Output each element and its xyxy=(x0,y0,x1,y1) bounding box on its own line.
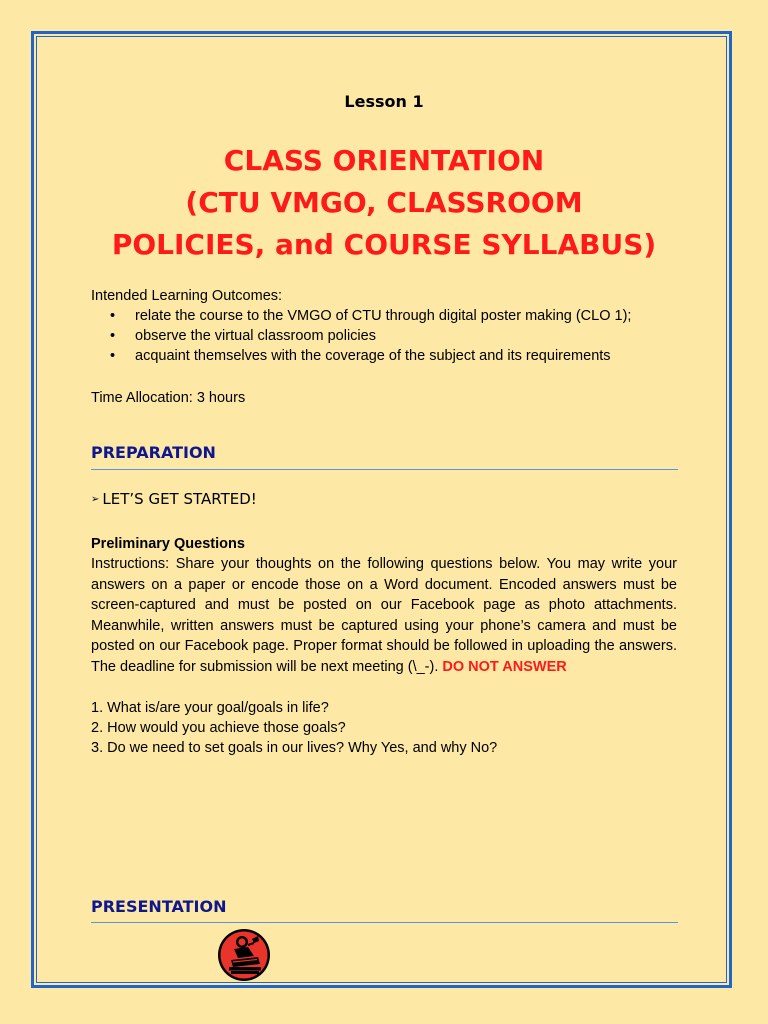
list-item: • relate the course to the VMGO of CTU through digital poster making (CLO 1); xyxy=(91,306,631,326)
presentation-divider xyxy=(91,922,678,923)
lesson-label: Lesson 1 xyxy=(344,92,424,111)
time-allocation: Time Allocation: 3 hours xyxy=(91,390,246,406)
question-3: 3. Do we need to set goals in our lives? Why Yes, and why No? xyxy=(91,740,498,756)
title-line-2: (CTU VMGO, CLASSROOM xyxy=(185,186,583,219)
title-line-1: CLASS ORIENTATION xyxy=(223,144,545,177)
preparation-heading: PREPARATION xyxy=(91,443,216,462)
lets-get-started-text: LET’S GET STARTED! xyxy=(102,490,257,508)
question-2: 2. How would you achieve those goals? xyxy=(91,720,346,736)
list-item: • acquaint themselves with the coverage of the subject and its requirements xyxy=(91,346,631,366)
presentation-heading: PRESENTATION xyxy=(91,897,227,916)
instructions-text: Instructions: Share your thoughts on the following questions below. You may write your answers on a paper or encode those on a Word document. Encoded answers must be screen-captured and must be posted on our Facebook page as photo attachments. Meanwhile, written answers must be captured using your phone’s camera and must be posted on our Facebook page. Proper format should be followed in uploading the answers. The deadline for submission will be next meeting (\_-). xyxy=(91,556,677,675)
preparation-divider xyxy=(91,469,678,470)
instructions-paragraph xyxy=(91,554,677,677)
do-not-answer-note: DO NOT ANSWER xyxy=(442,658,567,675)
question-1: 1. What is/are your goal/goals in life? xyxy=(91,700,329,716)
outcomes-label: Intended Learning Outcomes: xyxy=(91,288,283,304)
student-reading-icon xyxy=(216,927,272,983)
outcomes-list xyxy=(91,306,631,366)
lesson-title xyxy=(60,140,708,266)
arrow-bullet-icon: ➢ xyxy=(91,494,100,505)
preliminary-questions-title: Preliminary Questions xyxy=(91,536,245,552)
title-line-3: POLICIES, and COURSE SYLLABUS) xyxy=(111,228,657,261)
lets-get-started xyxy=(91,490,257,508)
list-item: • observe the virtual classroom policies xyxy=(91,326,631,346)
